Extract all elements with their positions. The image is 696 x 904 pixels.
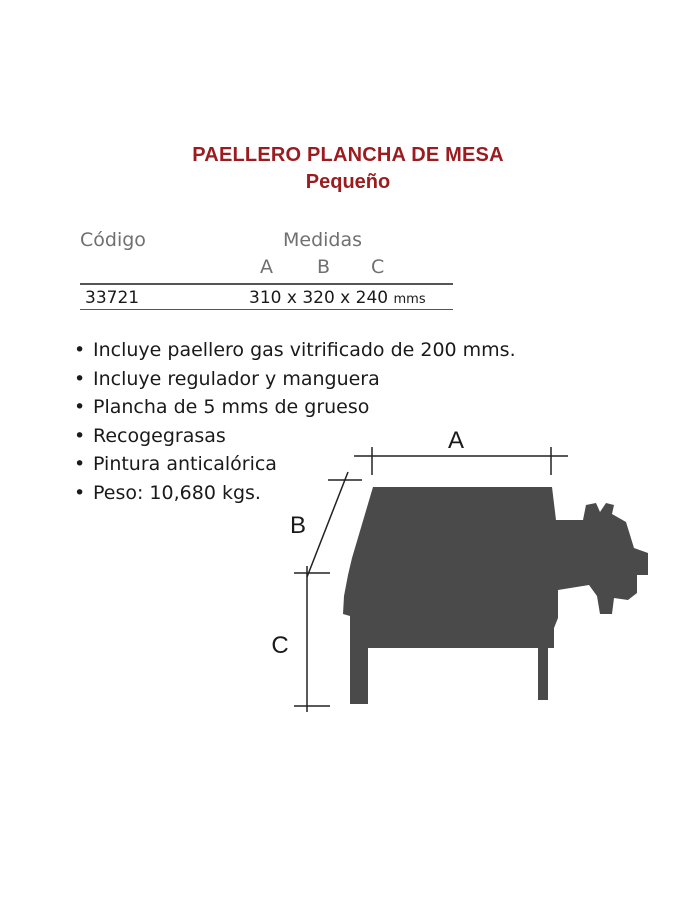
feature-text: Plancha de 5 mms de grueso bbox=[93, 396, 370, 418]
feature-text: Incluye paellero gas vitrificado de 200 mms. bbox=[93, 339, 516, 361]
dimension-a-label: A bbox=[447, 427, 465, 454]
measures-header: Medidas bbox=[283, 229, 363, 251]
product-title: PAELLERO PLANCHA DE MESA bbox=[192, 144, 504, 166]
dimension-b-label: B bbox=[289, 512, 307, 539]
dimension-b-line bbox=[307, 472, 348, 577]
measure-column-a: A bbox=[260, 256, 273, 278]
code-header: Código bbox=[80, 229, 146, 251]
row-measures-unit: mms bbox=[393, 292, 426, 307]
bullet-icon: • bbox=[74, 367, 86, 390]
bullet-icon: • bbox=[74, 453, 86, 475]
bullet-icon: • bbox=[74, 481, 86, 504]
bullet-icon: • bbox=[74, 339, 86, 361]
feature-text: Recogegrasas bbox=[93, 424, 226, 447]
feature-text: Pintura anticalórica bbox=[93, 453, 277, 475]
feature-text: Incluye regulador y manguera bbox=[93, 367, 380, 390]
measure-column-b: B bbox=[317, 256, 331, 278]
product-subtitle: Pequeño bbox=[305, 171, 391, 193]
row-code: 33721 bbox=[85, 288, 140, 308]
bullet-icon: • bbox=[74, 424, 86, 447]
feature-text: Peso: 10,680 kgs. bbox=[93, 481, 261, 504]
row-measures-value: 310 x 320 x 240 bbox=[249, 288, 389, 308]
measure-column-c: C bbox=[371, 256, 385, 278]
bullet-icon: • bbox=[74, 396, 86, 418]
dimension-c-label: C bbox=[271, 632, 289, 659]
griddle-silhouette-icon bbox=[343, 487, 648, 704]
